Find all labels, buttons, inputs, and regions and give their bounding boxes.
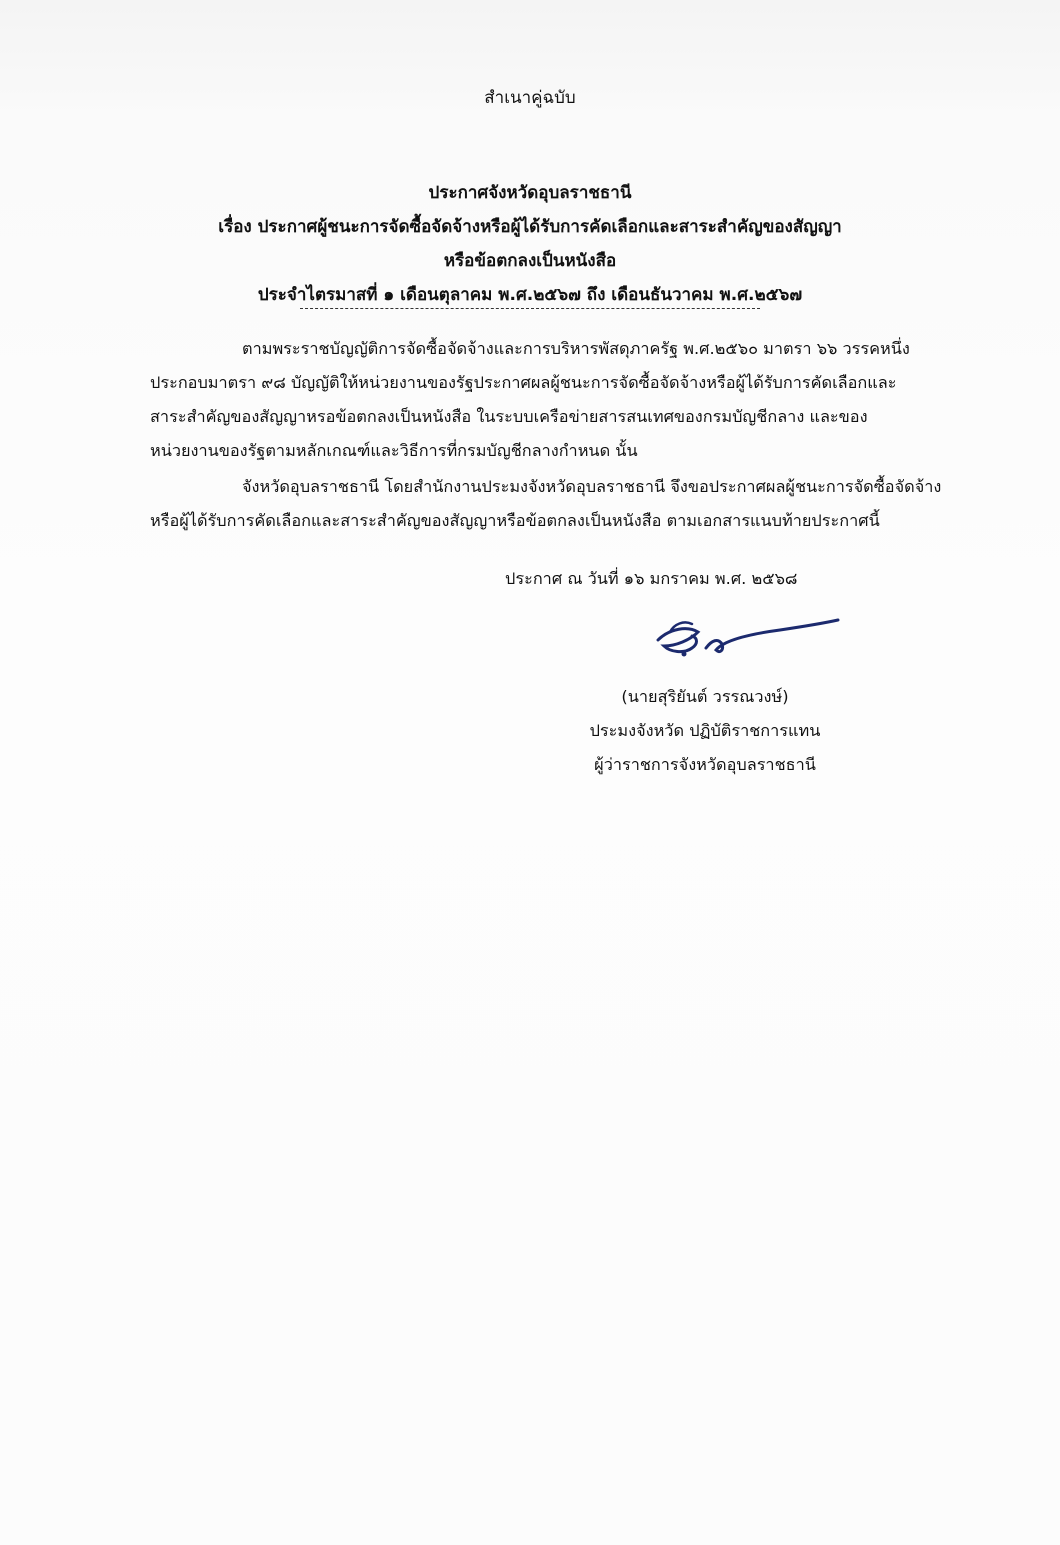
signature-mark: [640, 610, 850, 670]
title-line-3: หรือข้อตกลงเป็นหนังสือ: [443, 251, 617, 271]
paragraph-1: [150, 332, 955, 468]
announcement-title: [0, 176, 1060, 312]
paragraph-2-line-2: หรือผู้ได้รับการคัดเลือกและสาระสำคัญของสัญญาหรือข้อตกลงเป็นหนังสือ ตามเอกสารแนบท้ายประกาศนี้: [150, 511, 880, 530]
paragraph-1-line-1: ตามพระราชบัญญัติการจัดซื้อจัดจ้างและการบริหารพัสดุภาครัฐ พ.ศ.๒๕๖๐ มาตรา ๖๖ วรรคหนึ่ง: [242, 339, 910, 358]
signer-position: ประมงจังหวัด ปฏิบัติราชการแทน: [589, 721, 821, 740]
signer-acting-for: ผู้ว่าราชการจังหวัดอุบลราชธานี: [594, 755, 816, 774]
paragraph-1-line-2: ประกอบมาตรา ๙๘ บัญญัติให้หน่วยงานของรัฐประกาศผลผู้ชนะการจัดซื้อจัดจ้างหรือผู้ได้รับการคัดเลือกและ: [150, 373, 897, 392]
signer-block: [520, 680, 890, 782]
signer-name: (นายสุริยันต์ วรรณวงษ์): [621, 687, 789, 706]
paragraph-1-line-3: สาระสำคัญของสัญญาหรอข้อตกลงเป็นหนังสือ ในระบบเครือข่ายสารสนเทศของกรมบัญชีกลาง และของ: [150, 407, 868, 426]
paragraph-2-line-1: จังหวัดอุบลราชธานี โดยสำนักงานประมงจังหวัดอุบลราชธานี จึงขอประกาศผลผู้ชนะการจัดซื้อจัดจ้าง: [242, 477, 942, 496]
title-line-4: ประจำไตรมาสที่ ๑ เดือนตุลาคม พ.ศ.๒๕๖๗ ถึง เดือนธันวาคม พ.ศ.๒๕๖๗: [257, 285, 803, 305]
title-line-1: ประกาศจังหวัดอุบลราชธานี: [428, 183, 632, 203]
paragraph-1-line-4: หน่วยงานของรัฐตามหลักเกณฑ์และวิธีการที่กรมบัญชีกลางกำหนด นั้น: [150, 441, 638, 460]
announcement-date: ประกาศ ณ วันที่ ๑๖ มกราคม พ.ศ. ๒๕๖๘: [505, 569, 798, 588]
dashed-divider: [300, 308, 760, 309]
paragraph-2: [150, 470, 955, 538]
copy-label: สำเนาคู่ฉบับ: [484, 88, 576, 108]
title-line-2: เรื่อง ประกาศผู้ชนะการจัดซื้อจัดจ้างหรือผู้ได้รับการคัดเลือกและสาระสำคัญของสัญญา: [218, 217, 842, 237]
